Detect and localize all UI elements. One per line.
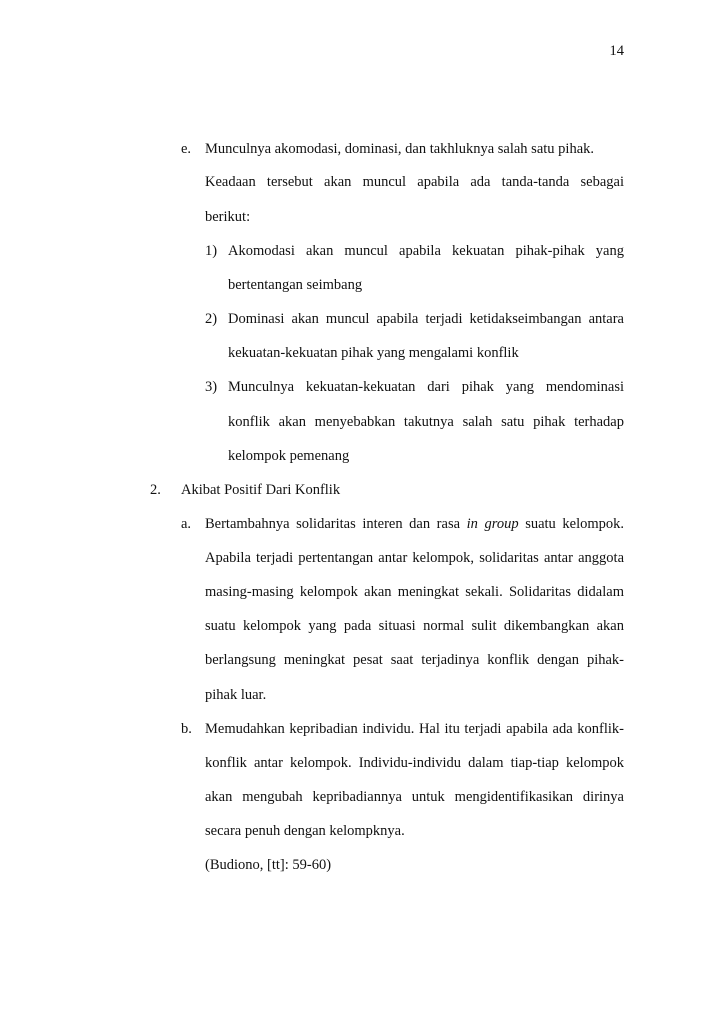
item-a-line-6: pihak luar. (205, 687, 267, 703)
subitem-1-line-1: Akomodasi akan muncul apabila kekuatan pihak-pihak yang (228, 243, 624, 259)
item-a-line-4: suatu kelompok yang pada situasi normal sulit dikembangkan akan (205, 618, 624, 634)
list-marker-b: b. (181, 721, 192, 737)
item-b-line-2: konflik antar kelompok. Individu-individu dalam tiap-tiap kelompok (205, 755, 624, 771)
item-b-line-1: Memudahkan kepribadian individu. Hal itu terjadi apabila ada konflik- (205, 721, 624, 737)
item-e-line-1: Munculnya akomodasi, dominasi, dan takhluknya salah satu pihak. (205, 141, 595, 157)
section-2-marker: 2. (150, 482, 161, 498)
subitem-marker-3: 3) (205, 379, 218, 395)
subitem-3-line-2: konflik akan menyebabkan takutnya salah satu pihak terhadap (228, 414, 624, 430)
subitem-1-line-2: bertentangan seimbang (228, 277, 363, 293)
item-a-line-3: masing-masing kelompok akan meningkat sekali. Solidaritas didalam (205, 584, 624, 600)
subitem-2-line-2: kekuatan-kekuatan pihak yang mengalami konflik (228, 345, 519, 361)
item-a-line-1 (205, 515, 624, 533)
list-marker-e: e. (181, 141, 192, 157)
item-b-line-3: akan mengubah kepribadiannya untuk mengidentifikasikan dirinya (205, 789, 624, 805)
item-e-line-2: Keadaan tersebut akan muncul apabila ada tanda-tanda sebagai (205, 174, 624, 190)
item-a-line-2: Apabila terjadi pertentangan antar kelompok, solidaritas antar anggota (205, 550, 624, 566)
citation: (Budiono, [tt]: 59-60) (205, 857, 332, 873)
subitem-2-line-1: Dominasi akan muncul apabila terjadi ketidakseimbangan antara (228, 311, 624, 327)
item-a-line-1-text: Bertambahnya solidaritas interen dan rasa (205, 516, 461, 532)
section-2-heading: Akibat Positif Dari Konflik (181, 482, 341, 498)
in-group-italic: in group (466, 516, 519, 532)
subitem-3-line-1: Munculnya kekuatan-kekuatan dari pihak yang mendominasi (228, 379, 624, 395)
item-a-line-5: berlangsung meningkat pesat saat terjadinya konflik dengan pihak- (205, 652, 624, 668)
subitem-3-line-3: kelompok pemenang (228, 448, 350, 464)
subitem-marker-2: 2) (205, 311, 218, 327)
item-e-line-3: berikut: (205, 209, 251, 225)
item-a-line-1-end: suatu kelompok. (525, 516, 625, 532)
list-marker-a: a. (181, 516, 192, 532)
subitem-marker-1: 1) (205, 243, 218, 259)
page-number: 14 (609, 43, 624, 59)
item-b-line-4: secara penuh dengan kelompknya. (205, 823, 405, 839)
